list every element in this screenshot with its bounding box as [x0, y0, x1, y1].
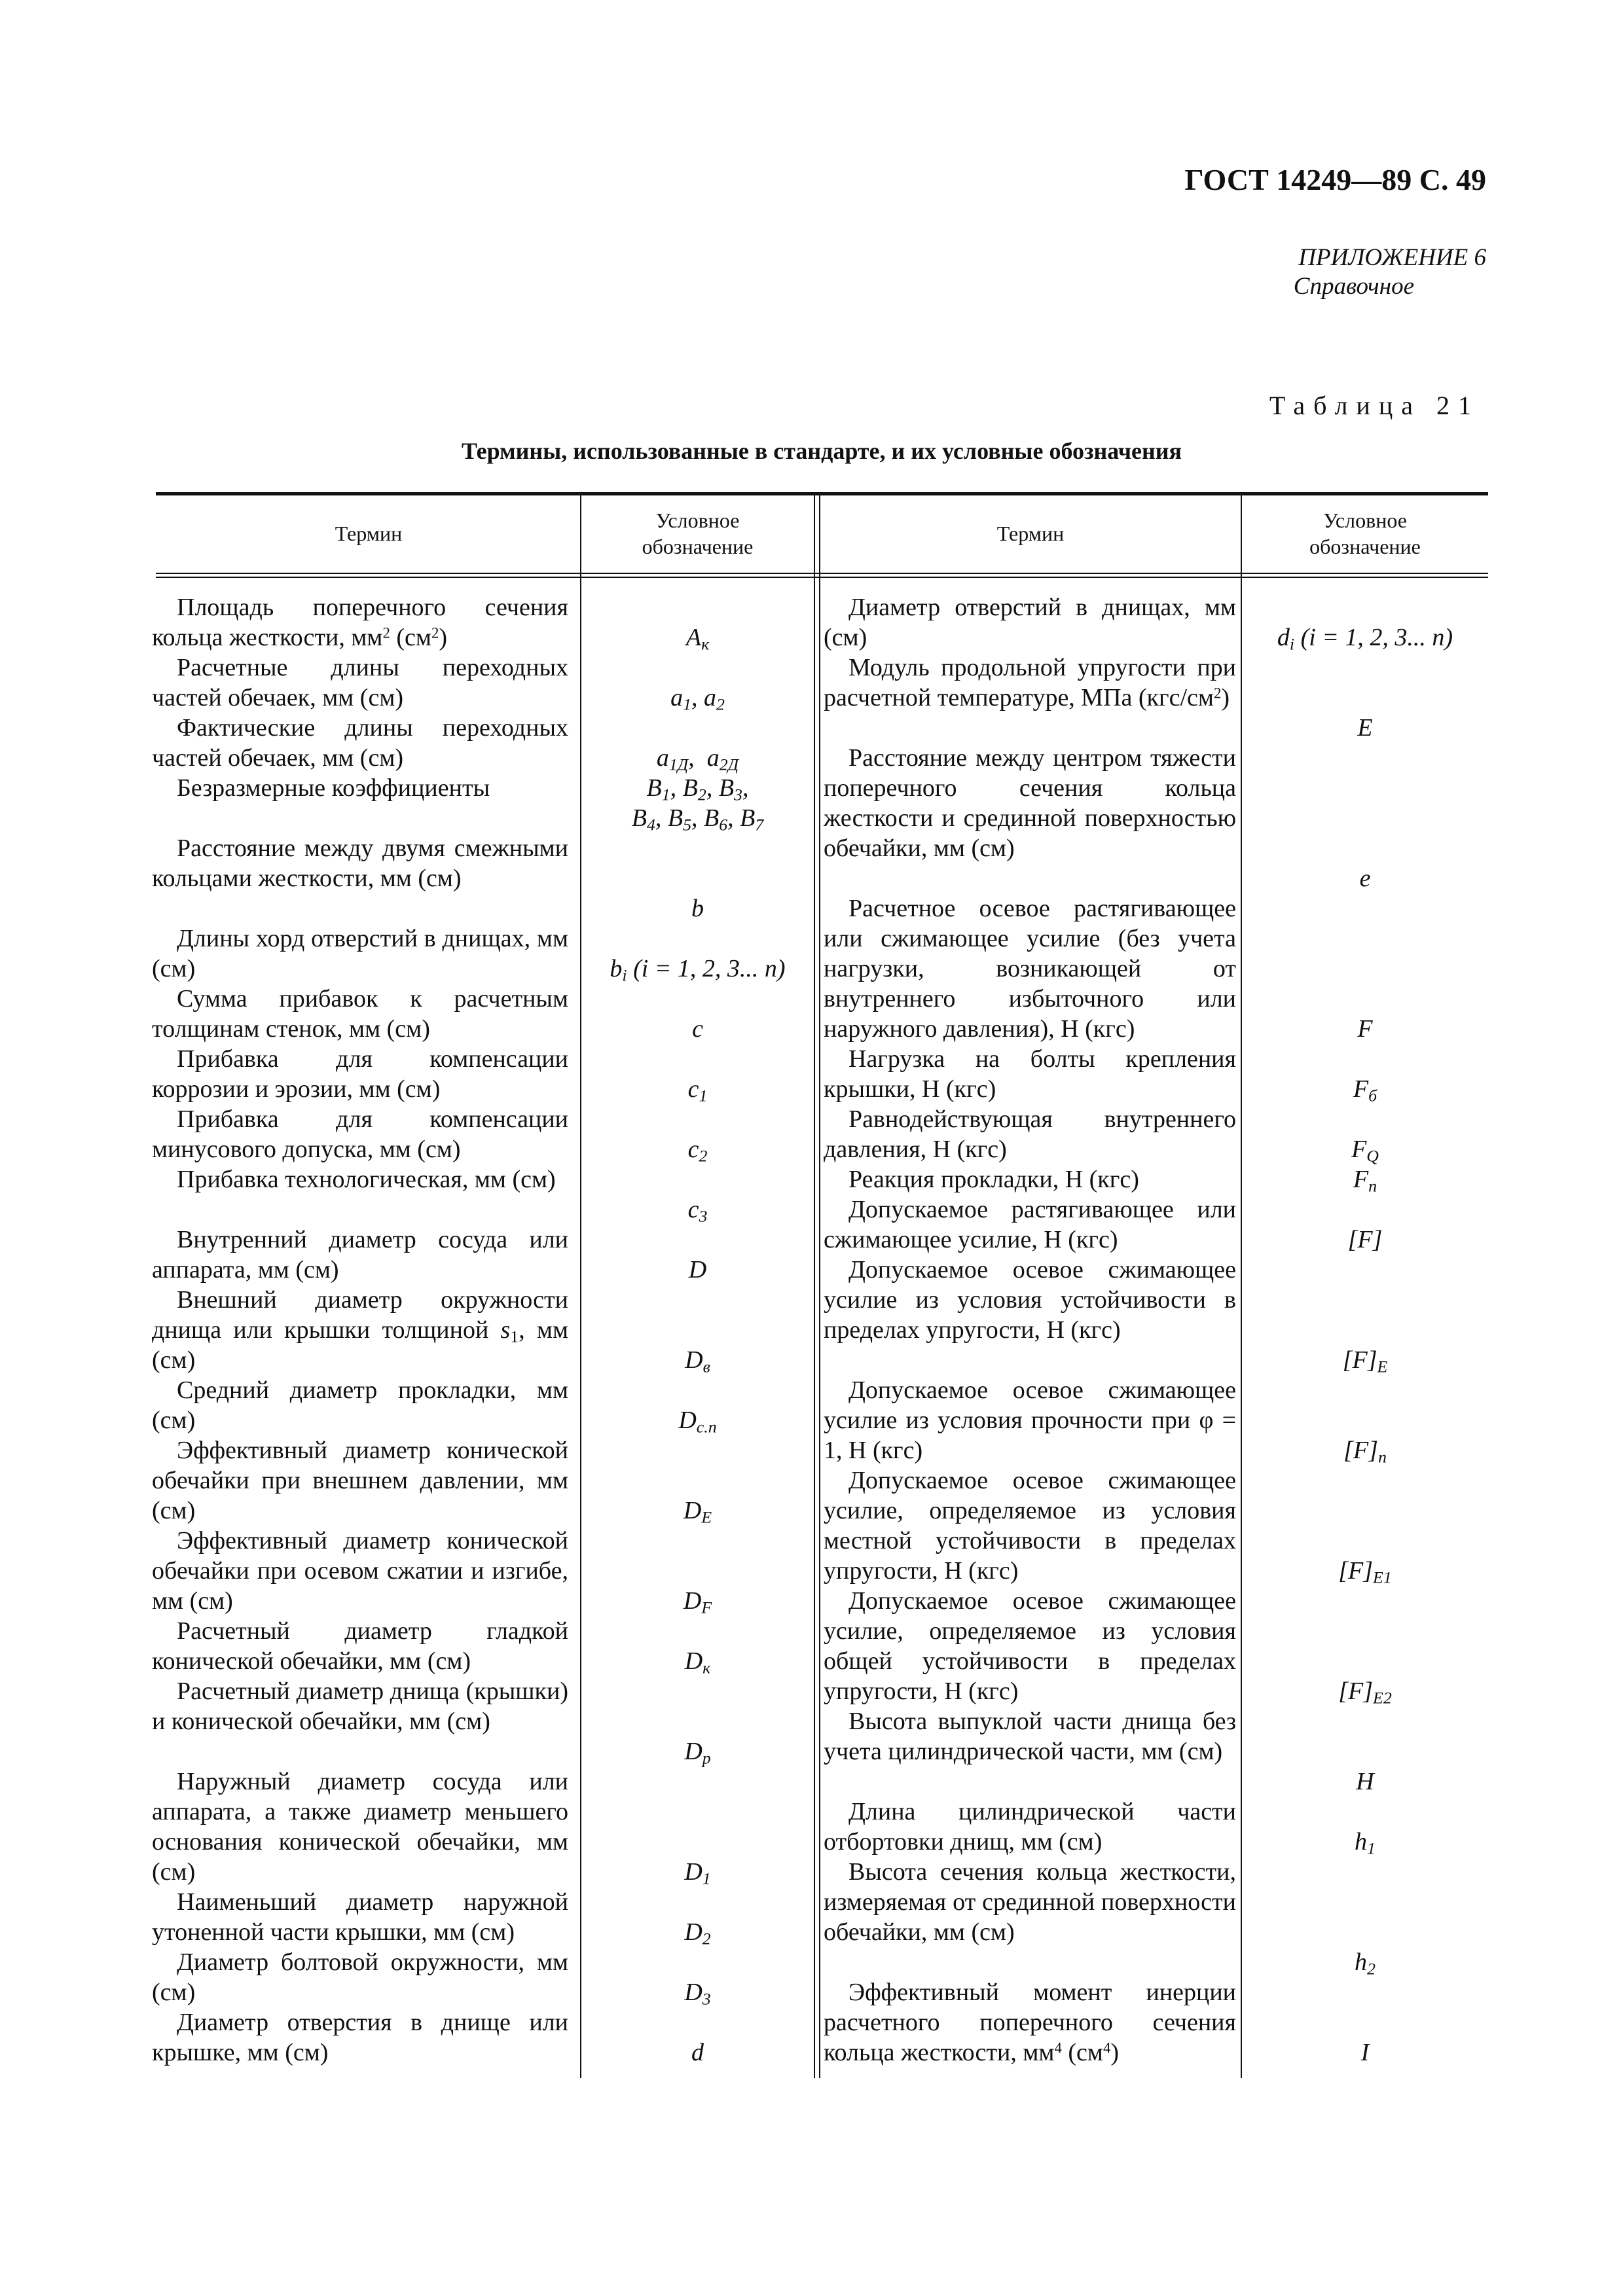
- header-symbol-left: Условное обозначение: [642, 509, 754, 558]
- left-symbol-19: $D_2$: [684, 1918, 711, 1948]
- page-header: ГОСТ 14249—89 С. 49: [1184, 163, 1486, 196]
- left-term-16: Расчетный диаметр гладкой конической обечайки, мм (см): [152, 1617, 568, 1675]
- left-symbol-9: $c_2$: [687, 1136, 708, 1166]
- appendix-label: [982, 243, 1486, 301]
- left-symbol-10: $c_3$: [687, 1196, 708, 1226]
- left-term-13: Средний диаметр прокладки, мм (см): [152, 1376, 568, 1434]
- right-symbol-16: I: [1360, 2039, 1370, 2066]
- right-term-6: Равнодействующая внутреннего давления, Н (кгс): [824, 1105, 1236, 1163]
- right-term-13: Высота выпуклой части днища без учета цилиндрической части, мм (см): [824, 1708, 1236, 1765]
- left-term-18: Наружный диаметр сосуда или аппарата, а также диаметр меньшего основания конической обечайки, мм (см): [152, 1768, 568, 1886]
- left-symbol-5: b: [691, 895, 704, 922]
- left-term-17: Расчетный диаметр днища (крышки) и конической обечайки, мм (см): [152, 1677, 568, 1735]
- left-symbol-14: $D_E$: [683, 1497, 712, 1527]
- left-symbol-12: $D_в$: [685, 1346, 710, 1376]
- left-symbol-6: $b_i$ (i = 1, 2, 3... n): [610, 955, 786, 985]
- left-term-5: Расстояние между двумя смежными кольцами жесткости, мм (см): [152, 834, 568, 892]
- right-symbol-7: $F_п$: [1353, 1166, 1377, 1196]
- appendix-number: ПРИЛОЖЕНИЕ 6: [1298, 244, 1486, 271]
- right-term-5: Нагрузка на болты крепления крышки, Н (кгс): [824, 1045, 1236, 1103]
- right-term-15: Высота сечения кольца жесткости, измеряемая от срединной поверхности обечайки, мм (см): [824, 1858, 1236, 1946]
- left-symbol-16: $D_к$: [684, 1647, 711, 1677]
- right-symbol-4: F: [1357, 1015, 1373, 1043]
- column-divider-double-a: [814, 494, 815, 2078]
- left-symbol-13: $D_{с.п}$: [678, 1407, 717, 1437]
- left-term-15: Эффективный диаметр конической обечайки при осевом сжатии и изгибе, мм (см): [152, 1527, 568, 1615]
- right-term-11: Допускаемое осевое сжимающее усилие, определяемое из условия местной устойчивости в пределах упругости, Н (кгс): [824, 1467, 1236, 1585]
- header-rule-2: [156, 577, 1488, 578]
- left-symbol-20: $D_3$: [684, 1979, 711, 2009]
- right-symbol-13: H: [1356, 1768, 1374, 1795]
- right-term-9: Допускаемое осевое сжимающее усилие из условия устойчивости в пределах упругости, Н (кгс): [824, 1256, 1236, 1344]
- left-term-6: Длины хорд отверстий в днищах, мм (см): [152, 925, 568, 982]
- left-symbol-4: $B_1$, $B_2$, $B_3$, $B_4$, $B_5$, $B_6$, $B_7$: [631, 774, 764, 834]
- right-symbol-9: $[F]_E$: [1342, 1346, 1388, 1376]
- right-term-4: Расчетное осевое растягивающее или сжимающее усилие (без учета нагрузки, возникающей от внутреннего избыточного или наружного давления), Н (кгс): [824, 895, 1236, 1043]
- left-symbol-3: $a_{1Д}$, $a_{2Д}$: [656, 744, 739, 774]
- left-symbol-21: d: [691, 2039, 704, 2066]
- right-symbol-8: [F]: [1347, 1226, 1383, 1253]
- left-term-10: Прибавка технологическая, мм (см): [177, 1166, 556, 1193]
- left-term-19: Наименьший диаметр наружной утоненной части крышки, мм (см): [152, 1888, 568, 1946]
- right-symbol-2: E: [1357, 714, 1373, 742]
- left-term-14: Эффективный диаметр конической обечайки при внешнем давлении, мм (см): [152, 1437, 568, 1524]
- left-term-12: Внешний диаметр окружности днища или крышки толщиной $s_1$, мм (см): [152, 1286, 569, 1374]
- left-term-8: Прибавка для компенсации коррозии и эрозии, мм (см): [152, 1045, 568, 1103]
- right-symbol-10: $[F]_п$: [1343, 1437, 1387, 1467]
- right-term-3: Расстояние между центром тяжести поперечного сечения кольца жесткости и срединной поверхностью обечайки, мм (см): [824, 744, 1236, 862]
- right-term-8: Допускаемое растягивающее или сжимающее усилие, Н (кгс): [824, 1196, 1236, 1253]
- column-divider-double-b: [819, 494, 820, 2078]
- left-symbol-1: $A_к$: [685, 624, 710, 654]
- left-term-3: Фактические длины переходных частей обечаек, мм (см): [152, 714, 568, 772]
- left-term-21: Диаметр отверстия в днище или крышке, мм (см): [152, 2009, 568, 2066]
- left-symbol-8: $c_1$: [687, 1075, 708, 1105]
- right-term-16: Эффективный момент инерции расчетного поперечного сечения кольца жесткости, $мм^4$ $(см^4)$: [824, 1979, 1236, 2066]
- right-symbol-15: $h_2$: [1355, 1948, 1376, 1979]
- header-symbol-right: Условное обозначение: [1309, 509, 1421, 558]
- right-term-12: Допускаемое осевое сжимающее усилие, определяемое из условия общей устойчивости в пределах упругости, Н (кгс): [824, 1587, 1236, 1705]
- right-symbol-11: $[F]_{E1}$: [1338, 1557, 1392, 1587]
- left-symbol-17: $D_р$: [684, 1738, 711, 1768]
- header-term-right: Термин: [996, 522, 1065, 545]
- right-symbol-5: $F_б$: [1353, 1075, 1377, 1105]
- appendix-type: Справочное: [1293, 273, 1414, 300]
- right-symbol-6: $F_Q$: [1351, 1136, 1379, 1166]
- right-term-1: Диаметр отверстий в днищах, мм (см): [824, 594, 1236, 651]
- left-symbol-2: $a_1$, $a_2$: [670, 684, 725, 714]
- left-symbol-7: c: [692, 1015, 703, 1043]
- left-term-2: Расчетные длины переходных частей обечаек, мм (см): [152, 654, 568, 711]
- left-symbol-18: $D_1$: [684, 1858, 711, 1888]
- left-symbol-11: D: [688, 1256, 707, 1283]
- right-symbol-12: $[F]_{E2}$: [1338, 1677, 1392, 1708]
- left-term-1: Площадь поперечного сечения кольца жесткости, $мм^2$ $(см^2)$: [152, 594, 568, 651]
- column-divider: [580, 494, 581, 2078]
- right-term-14: Длина цилиндрической части отбортовки днищ, мм (см): [824, 1798, 1236, 1856]
- left-symbol-15: $D_F$: [683, 1587, 712, 1617]
- right-symbol-1: $d_i$ (i = 1, 2, 3... n): [1277, 624, 1453, 654]
- right-symbol-3: e: [1359, 865, 1371, 892]
- left-term-4: Безразмерные коэффициенты: [177, 774, 490, 802]
- right-symbol-14: $h_1$: [1355, 1828, 1376, 1858]
- left-term-9: Прибавка для компенсации минусового допуска, мм (см): [152, 1105, 568, 1163]
- header-term-left: Термин: [335, 522, 403, 545]
- table-number: Таблица 21: [1269, 391, 1480, 420]
- header-rule: [156, 573, 1488, 574]
- right-term-10: Допускаемое осевое сжимающее усилие из условия прочности при φ = 1, Н (кгс): [824, 1376, 1236, 1464]
- left-term-7: Сумма прибавок к расчетным толщинам стенок, мм (см): [152, 985, 568, 1043]
- table-title: Термины, использованные в стандарте, и их условные обозначения: [462, 438, 1182, 464]
- left-term-20: Диаметр болтовой окружности, мм (см): [152, 1948, 568, 2006]
- right-term-7: Реакция прокладки, Н (кгс): [848, 1166, 1139, 1193]
- left-term-11: Внутренний диаметр сосуда или аппарата, мм (см): [152, 1226, 568, 1283]
- right-term-2: Модуль продольной упругости при расчетной температуре, МПа $(кгс/см^2)$: [824, 654, 1236, 711]
